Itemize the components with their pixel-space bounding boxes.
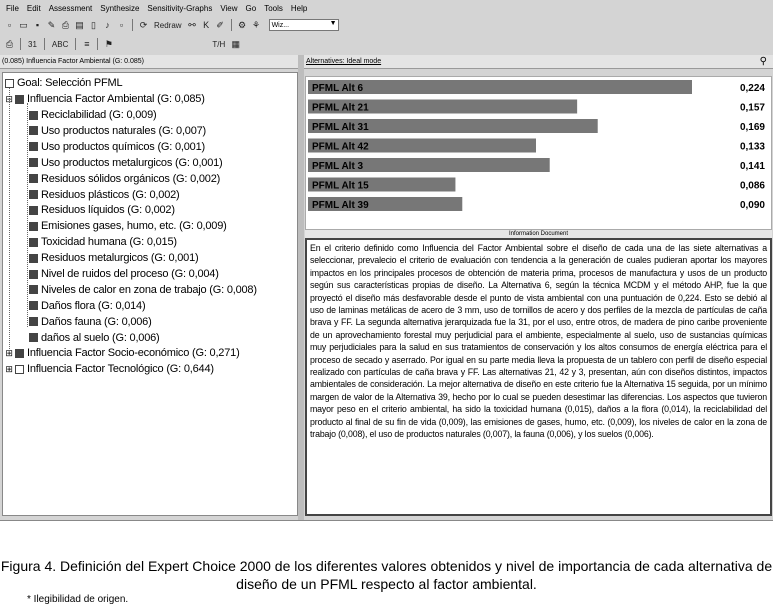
tree-node-criterion[interactable] (29, 202, 175, 218)
node-icon (15, 365, 24, 374)
redraw-icon[interactable]: ⟳ (139, 19, 148, 30)
redraw-button[interactable]: Redraw (154, 20, 182, 30)
menu-item[interactable]: Help (290, 4, 308, 13)
k-tool-icon[interactable]: K (203, 19, 210, 30)
criterion-label: Toxicidad humana (G: 0,015) (41, 236, 177, 249)
pane-splitter[interactable] (298, 55, 304, 520)
tree-node-criterion[interactable] (29, 218, 227, 234)
tree-node-criterion[interactable] (29, 107, 156, 123)
tree-node-criterion[interactable] (29, 282, 257, 298)
criterion-label: Emisiones gases, humo, etc. (G: 0,009) (41, 220, 227, 233)
left-pane-header (0, 55, 298, 69)
tree-node-criterion[interactable] (29, 187, 180, 203)
node-icon (29, 111, 38, 120)
node-icon (29, 206, 38, 215)
main-toolbar (0, 17, 773, 33)
bar-value-label: 0,224 (739, 83, 765, 94)
criterion-label: Daños fauna (G: 0,006) (41, 315, 152, 328)
alternatives-bar-chart (305, 76, 772, 230)
link-icon[interactable]: ⚯ (188, 19, 196, 30)
toolbar-separator (97, 38, 98, 50)
bar-value-label: 0,086 (739, 180, 765, 192)
toolbar-separator (231, 19, 232, 31)
bar-label: PFML Alt 15 (312, 180, 369, 192)
node-icon (29, 174, 38, 183)
menu-item[interactable]: Synthesize (100, 4, 140, 13)
bar-label: PFML Alt 31 (312, 122, 369, 133)
menu-item[interactable]: Assessment (48, 4, 93, 13)
node-icon (29, 254, 38, 263)
abc-toggle[interactable]: ABC (51, 39, 69, 49)
figure-caption: Figura 4. Definición del Expert Choice 2000 de los diferentes valores obtenidos y nivel de importancia de cada alternativa de diseño de un PFML respecto al factor ambiental. (0, 558, 773, 592)
criterion-label: Nivel de ruidos del proceso (G: 0,004) (41, 268, 219, 280)
save-icon[interactable]: ▪ (35, 19, 40, 30)
flag-icon[interactable]: ⚑ (104, 38, 113, 49)
chevron-down-icon[interactable]: ▼ (329, 20, 337, 27)
bar-value-label: 0,141 (739, 161, 765, 172)
criterion-label: Residuos sólidos orgánicos (G: 0,002) (41, 172, 221, 185)
settings-icon[interactable]: ⚙ (238, 19, 247, 30)
toolbar-separator (132, 19, 133, 31)
new-file-icon[interactable]: ▫ (7, 19, 12, 30)
lines-icon[interactable]: ≡ (84, 38, 90, 49)
bar-value-label: 0,133 (739, 141, 765, 153)
menu-item[interactable]: View (220, 4, 238, 13)
tree-node-criterion[interactable] (29, 234, 177, 250)
criterion-label: Uso productos metalurgicos (G: 0,001) (41, 156, 223, 169)
information-document-text[interactable]: En el criterio definido como Influencia del Factor Ambiental sobre el diseño de cada una de las siete alternativas a seleccionar, prevalecio el criterio de evaluación con tendencia a la generación de cuales pudieran aportar los mayores impactos en los principales procesos de obtención de materia prima, procesos de manufactura y usos de un producto según sus características propias de diseño. La Alternativa 6, según la técnica MCDM y el método AHP, fue la que proyectó el diseño más desfavorable desde el punto de vista ambiental con una puntuación de 0,224. Esto se debió al uso de laminas metálicas de acero de 3 mm, uso de tornillos de acero y dos perfiles de la mezcla de partículas de caña brava y FF. La segunda alternativa jerarquizada fue la 31, por el uso, entre otros, de madera de pino caribe proveniente de un aprovechamiento forestal muy perjudicial para el ambiente, especialmente al suelo, uso de sustancias químicas muy perjudiciales para la salud en sus tratamientos de conservación y los altos consumos de energía eléctrica para el proceso de secado y aserrado. Por igual en su parte media lleva la propuesta de un tablero con perfil de diseño especial realizado con partículas de caña brava y FF. Las alternativas 21, 42 y 3, presentan, aún con diseños distintos, impactos ambientales de consideración. La mejor alternativa de diseño en este criterio fue la Alternativa 15 seguida, por un mínimo margen de valor de la Alternativa 39, hecho por lo cual se pueden desestimar las diferencias. Los aspectos que tuvieron mayor peso en el criterio ambiental, ha sido la toxicidad humana (0,015), daños a la flora (0,014), la reciclabilidad del producto al final de su fin de vida (0,009), las emisiones de gases, humo, etc. (0,009), los niveles de calor en la zona de trabajo (0,008), el uso de productos naturales (0,007), la fauna (0,006), y los suelos (0,006). (305, 238, 772, 516)
node-icon (29, 317, 38, 326)
bar-chart-svg (306, 77, 769, 227)
bar-0 (308, 80, 692, 94)
node-icon (29, 301, 38, 310)
node-icon (29, 126, 38, 135)
tree-node-criterion[interactable] (29, 171, 220, 187)
toolbar-separator (44, 38, 45, 50)
factor-ambiental-label: Influencia Factor Ambiental (G: 0,085) (27, 93, 205, 105)
criterion-label: daños al suelo (G: 0,006) (41, 331, 160, 344)
node-icon (15, 349, 24, 358)
expand-icon[interactable]: ⊞ (5, 363, 13, 374)
collapse-icon[interactable]: ⊟ (5, 93, 13, 104)
wizard-combo[interactable] (269, 19, 339, 31)
bar-value-label: 0,157 (739, 102, 765, 114)
printer-icon[interactable]: ⎙ (5, 38, 14, 49)
pin-icon[interactable]: ⚲ (759, 56, 767, 67)
tree-node-criterion[interactable] (29, 250, 198, 266)
bar-value-label: 0,090 (739, 200, 765, 211)
tree-node-factor-socio[interactable] (5, 345, 240, 361)
document-icon[interactable]: ▯ (91, 19, 96, 30)
node-icon (29, 270, 38, 279)
tree-node-criterion[interactable] (29, 298, 145, 314)
tree-connector (27, 103, 28, 327)
th-toggle[interactable]: T/H (212, 39, 226, 49)
criterion-label: Uso productos naturales (G: 0,007) (41, 124, 207, 137)
bar-value-label: 0,169 (739, 122, 765, 133)
wizard-icon[interactable]: ⚘ (252, 19, 261, 30)
expand-icon[interactable]: ⊞ (5, 347, 13, 358)
bar-label: PFML Alt 3 (312, 161, 364, 172)
information-document-header: Information Document (305, 230, 772, 238)
node-icon (29, 238, 38, 247)
goal-node-icon (5, 79, 14, 88)
tree-connector (9, 87, 10, 349)
criterion-label: Niveles de calor en zona de trabajo (G: 0,008) (41, 283, 257, 296)
goal-label: Goal: Selección PFML (17, 77, 123, 89)
tree-node-criterion[interactable] (29, 266, 219, 282)
factor-label: Influencia Factor Socio-económico (G: 0,271) (27, 347, 240, 359)
menu-item[interactable]: Edit (26, 4, 41, 13)
criterion-label: Reciclabilidad (G: 0,009) (41, 109, 157, 121)
music-note-icon[interactable]: ♪ (105, 19, 110, 30)
print-preview-icon[interactable]: ▤ (75, 19, 84, 30)
number-toggle[interactable]: 31 (28, 39, 37, 49)
criterion-label: Residuos líquidos (G: 0,002) (41, 204, 175, 217)
tree-node-factor-ambiental[interactable] (5, 91, 205, 107)
right-pane-header (304, 55, 773, 69)
node-icon (29, 333, 38, 342)
tree-node-factor-tecno[interactable] (5, 361, 214, 377)
footnote: * Ilegibilidad de origen. (27, 594, 129, 605)
criterion-label: Daños flora (G: 0,014) (41, 299, 146, 312)
pencil-icon[interactable]: ✐ (216, 19, 224, 30)
node-icon (29, 142, 38, 151)
node-icon (29, 222, 38, 231)
criterion-label: Residuos plásticos (G: 0,002) (41, 188, 180, 201)
wizard-combo-value: Wiz... (271, 21, 290, 29)
menu-item[interactable]: Sensitivity-Graphs (147, 4, 213, 13)
bar-label: PFML Alt 21 (312, 102, 369, 114)
tree-goal-node[interactable] (5, 75, 122, 91)
page-icon[interactable]: ▫ (119, 19, 124, 30)
node-icon (29, 285, 38, 294)
grid-icon[interactable]: ▦ (231, 38, 240, 49)
tree-node-criterion[interactable] (29, 123, 206, 139)
factor-label: Influencia Factor Tecnológico (G: 0,644) (27, 363, 214, 375)
secondary-toolbar (0, 36, 773, 52)
alternatives-mode-link[interactable]: Alternatives: Ideal mode (306, 58, 382, 65)
menu-item[interactable]: Tools (264, 4, 283, 13)
menu-item[interactable]: File (6, 4, 19, 13)
toolbar-separator (75, 38, 76, 50)
toolbar-separator (20, 38, 21, 50)
node-icon (29, 158, 38, 167)
bar-label: PFML Alt 39 (312, 200, 369, 211)
print-icon[interactable]: ⎙ (61, 19, 70, 30)
left-pane-title: (0.085) Influencia Factor Ambiental (G: 0.085) (2, 58, 145, 65)
menu-bar (0, 2, 773, 15)
tree-node-criterion[interactable] (29, 155, 223, 171)
bar-label: PFML Alt 42 (312, 141, 369, 153)
tree-node-criterion[interactable] (29, 314, 152, 330)
hierarchy-tree (2, 72, 298, 516)
node-icon (15, 95, 24, 104)
criterion-label: Uso productos químicos (G: 0,001) (41, 140, 205, 153)
edit-icon[interactable]: ✎ (47, 19, 56, 30)
menu-item[interactable]: Go (245, 4, 257, 13)
tree-node-criterion[interactable] (29, 139, 205, 155)
node-icon (29, 190, 38, 199)
open-folder-icon[interactable]: ▭ (19, 19, 28, 30)
bar-label: PFML Alt 6 (312, 83, 364, 94)
tree-node-criterion[interactable] (29, 330, 160, 346)
criterion-label: Residuos metalurgicos (G: 0,001) (41, 252, 199, 265)
